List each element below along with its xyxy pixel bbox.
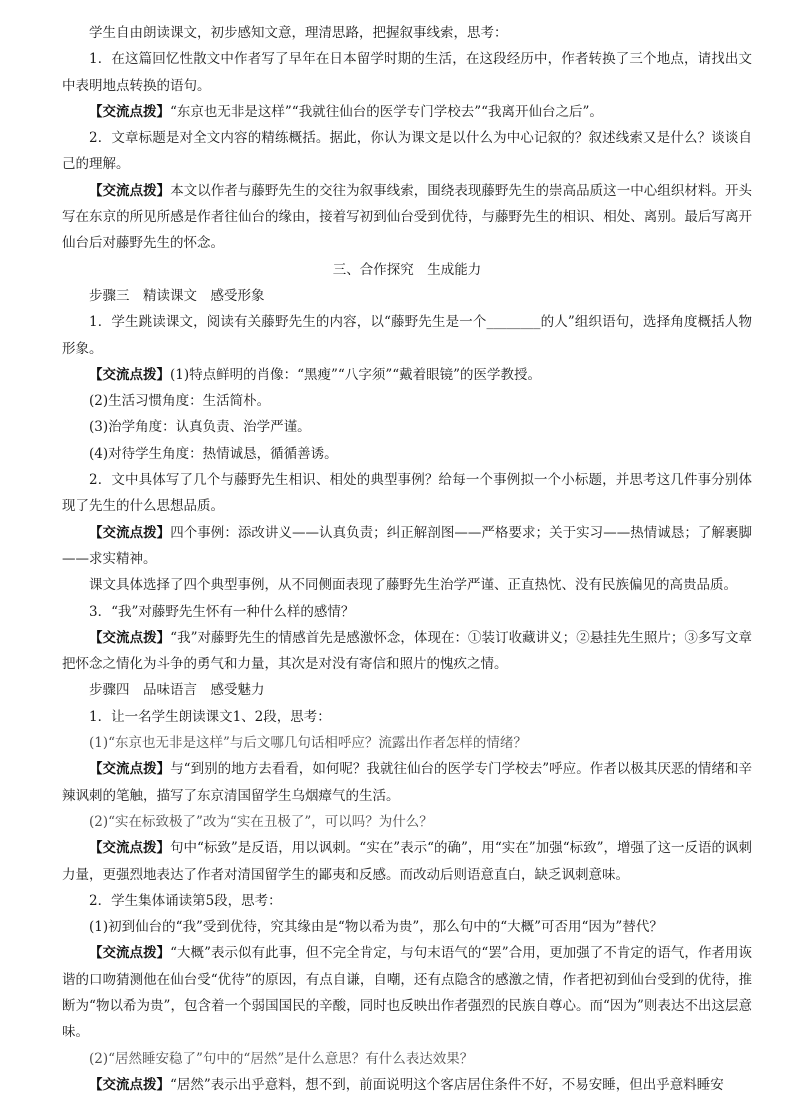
paragraph bbox=[62, 178, 752, 257]
paragraph-text: (2)“实在标致极了”改为“实在丑极了”，可以吗？为什么？ bbox=[89, 813, 433, 830]
paragraph-text: 2．学生集体诵读第5段，思考： bbox=[89, 892, 282, 909]
paragraph bbox=[62, 414, 752, 440]
paragraph-text: 3．“我”对藤野先生怀有一种什么样的感情？ bbox=[89, 603, 355, 620]
discussion-tag: 【交流点拨】 bbox=[89, 1076, 170, 1093]
paragraph bbox=[62, 309, 752, 362]
paragraph bbox=[62, 1072, 752, 1098]
paragraph bbox=[62, 599, 752, 625]
paragraph bbox=[62, 625, 752, 678]
paragraph-text: “我”对藤野先生的情感首先是感激怀念，体现在：①装订收藏讲义；②悬挂先生照片；③多写文章把怀念之情化为斗争的勇气和力量，其次是对没有寄信和照片的愧疚之情。 bbox=[62, 629, 753, 673]
paragraph bbox=[62, 730, 752, 756]
discussion-tag: 【交流点拨】 bbox=[89, 524, 171, 541]
paragraph-text: “居然”表示出乎意料，想不到，前面说明这个客店居住条件不好，不易安睡，但出乎意料睡安 bbox=[170, 1076, 724, 1093]
paragraph-text: 1．在这篇回忆性散文中作者写了早年在日本留学时期的生活，在这段经历中，作者转换了三个地点，请找出文中表明地点转换的语句。 bbox=[62, 51, 752, 94]
paragraph-text: 三、合作探究 生成能力 bbox=[332, 261, 482, 278]
paragraph-text: 课文具体选择了四个典型事例，从不同侧面表现了藤野先生治学严谨、正直热忱、没有民族偏见的高贵品质。 bbox=[89, 577, 737, 594]
discussion-tag: 【交流点拨】 bbox=[89, 366, 170, 383]
paragraph bbox=[62, 362, 752, 388]
paragraph-text: 学生自由朗读课文，初步感知文意，理清思路，把握叙事线索，思考： bbox=[89, 25, 508, 41]
paragraph-text: (1)初到仙台的“我”受到优待，究其缘由是“物以希为贵”，那么句中的“大概”可否用“因为”替代？ bbox=[89, 919, 663, 936]
paragraph bbox=[62, 520, 752, 573]
document-body bbox=[62, 20, 752, 1098]
paragraph bbox=[62, 283, 752, 309]
paragraph bbox=[62, 809, 752, 835]
paragraph-text: 本文以作者与藤野先生的交往为叙事线索，围绕表现藤野先生的崇高品质这一中心组织材料。开头写在东京的所见所感是作者往仙台的缘由，接着写初到仙台受到优待，与藤野先生的相识、相处、离别。最后写离开仙台后对藤野先生的怀念。 bbox=[62, 182, 752, 252]
paragraph-text: (4)对待学生角度：热情诚恳，循循善诱。 bbox=[89, 445, 338, 462]
paragraph bbox=[62, 940, 752, 1045]
paragraph-text: 1．学生跳读课文，阅读有关藤野先生的内容，以“藤野先生是一个________的人”组织语句，选择角度概括人物形象。 bbox=[62, 314, 752, 357]
paragraph bbox=[62, 888, 752, 914]
paragraph-text: 四个事例：添改讲义——认真负责；纠正解剖图——严格要求；关于实习——热情诚恳；了解裹脚——求实精神。 bbox=[62, 524, 753, 567]
discussion-tag: 【交流点拨】 bbox=[89, 945, 171, 962]
paragraph-text: “东京也无非是这样”“我就往仙台的医学专门学校去”“我离开仙台之后”。 bbox=[170, 103, 603, 120]
discussion-tag: 【交流点拨】 bbox=[89, 761, 171, 778]
paragraph-text: 句中“标致”是反语，用以讽刺。“实在”表示“的确”，用“实在”加强“标致”，增强了这一反语的讽刺力量，更强烈地表达了作者对清国留学生的鄙夷和反感。而改动后则语意直白，缺乏讽刺意味。 bbox=[62, 840, 753, 883]
paragraph-text: 步骤四 品味语言 感受魅力 bbox=[89, 682, 265, 699]
paragraph bbox=[62, 1046, 752, 1072]
paragraph-text: (3)治学角度：认真负责、治学严谨。 bbox=[89, 419, 311, 436]
paragraph bbox=[62, 125, 752, 178]
paragraph-text: 1．让一名学生朗读课文1、2段，思考： bbox=[89, 708, 331, 725]
paragraph bbox=[62, 388, 752, 414]
paragraph-text: “大概”表示似有此事，但不完全肯定，与句末语气的“罢”合用，更加强了不肯定的语气，作者用诙谐的口吻猜测他在仙台受“优待”的原因，有点自谦，自嘲，还有点隐含的感激之情，作者把初到仙台受到的优待，推断为“物以希为贵”，包含着一个弱国国民的辛酸，同时也反映出作者强烈的民族自尊心。而“因为”则表达不出这层意味。 bbox=[62, 945, 752, 1041]
paragraph-text: 2．文中具体写了几个与藤野先生相识、相处的典型事例？给每一个事例拟一个小标题，并思考这几件事分别体现了先生的什么思想品质。 bbox=[62, 472, 752, 515]
discussion-tag: 【交流点拨】 bbox=[89, 629, 171, 646]
paragraph-text: (2)生活习惯角度：生活简朴。 bbox=[89, 393, 271, 410]
paragraph bbox=[62, 914, 752, 940]
paragraph-text: (1)“东京也无非是这样”与后文哪几句话相呼应？流露出作者怎样的情绪？ bbox=[89, 735, 527, 752]
paragraph bbox=[62, 572, 752, 598]
paragraph-text: 与“到别的地方去看看，如何呢？我就往仙台的医学专门学校去”呼应。作者以极其厌恶的情绪和辛辣讽刺的笔触，描写了东京清国留学生乌烟瘴气的生活。 bbox=[62, 761, 753, 804]
paragraph bbox=[62, 835, 752, 888]
paragraph-text: 步骤三 精读课文 感受形象 bbox=[89, 287, 265, 304]
discussion-tag: 【交流点拨】 bbox=[89, 182, 171, 199]
section-heading bbox=[62, 257, 752, 283]
paragraph-text: 2．文章标题是对全文内容的精练概括。据此，你认为课文是以什么为中心记叙的？叙述线索又是什么？谈谈自己的理解。 bbox=[62, 130, 752, 173]
paragraph bbox=[62, 756, 752, 809]
discussion-tag: 【交流点拨】 bbox=[89, 103, 170, 120]
paragraph bbox=[62, 677, 752, 703]
paragraph bbox=[62, 46, 752, 99]
paragraph-text: (2)“居然睡安稳了”句中的“居然”是什么意思？有什么表达效果？ bbox=[89, 1050, 474, 1067]
paragraph-text: (1)特点鲜明的肖像：“黑瘦”“八字须”“戴着眼镜”的医学教授。 bbox=[170, 366, 542, 383]
paragraph bbox=[62, 704, 752, 730]
paragraph bbox=[62, 441, 752, 467]
paragraph bbox=[62, 20, 752, 46]
paragraph bbox=[62, 467, 752, 520]
paragraph bbox=[62, 99, 752, 125]
discussion-tag: 【交流点拨】 bbox=[89, 840, 170, 857]
